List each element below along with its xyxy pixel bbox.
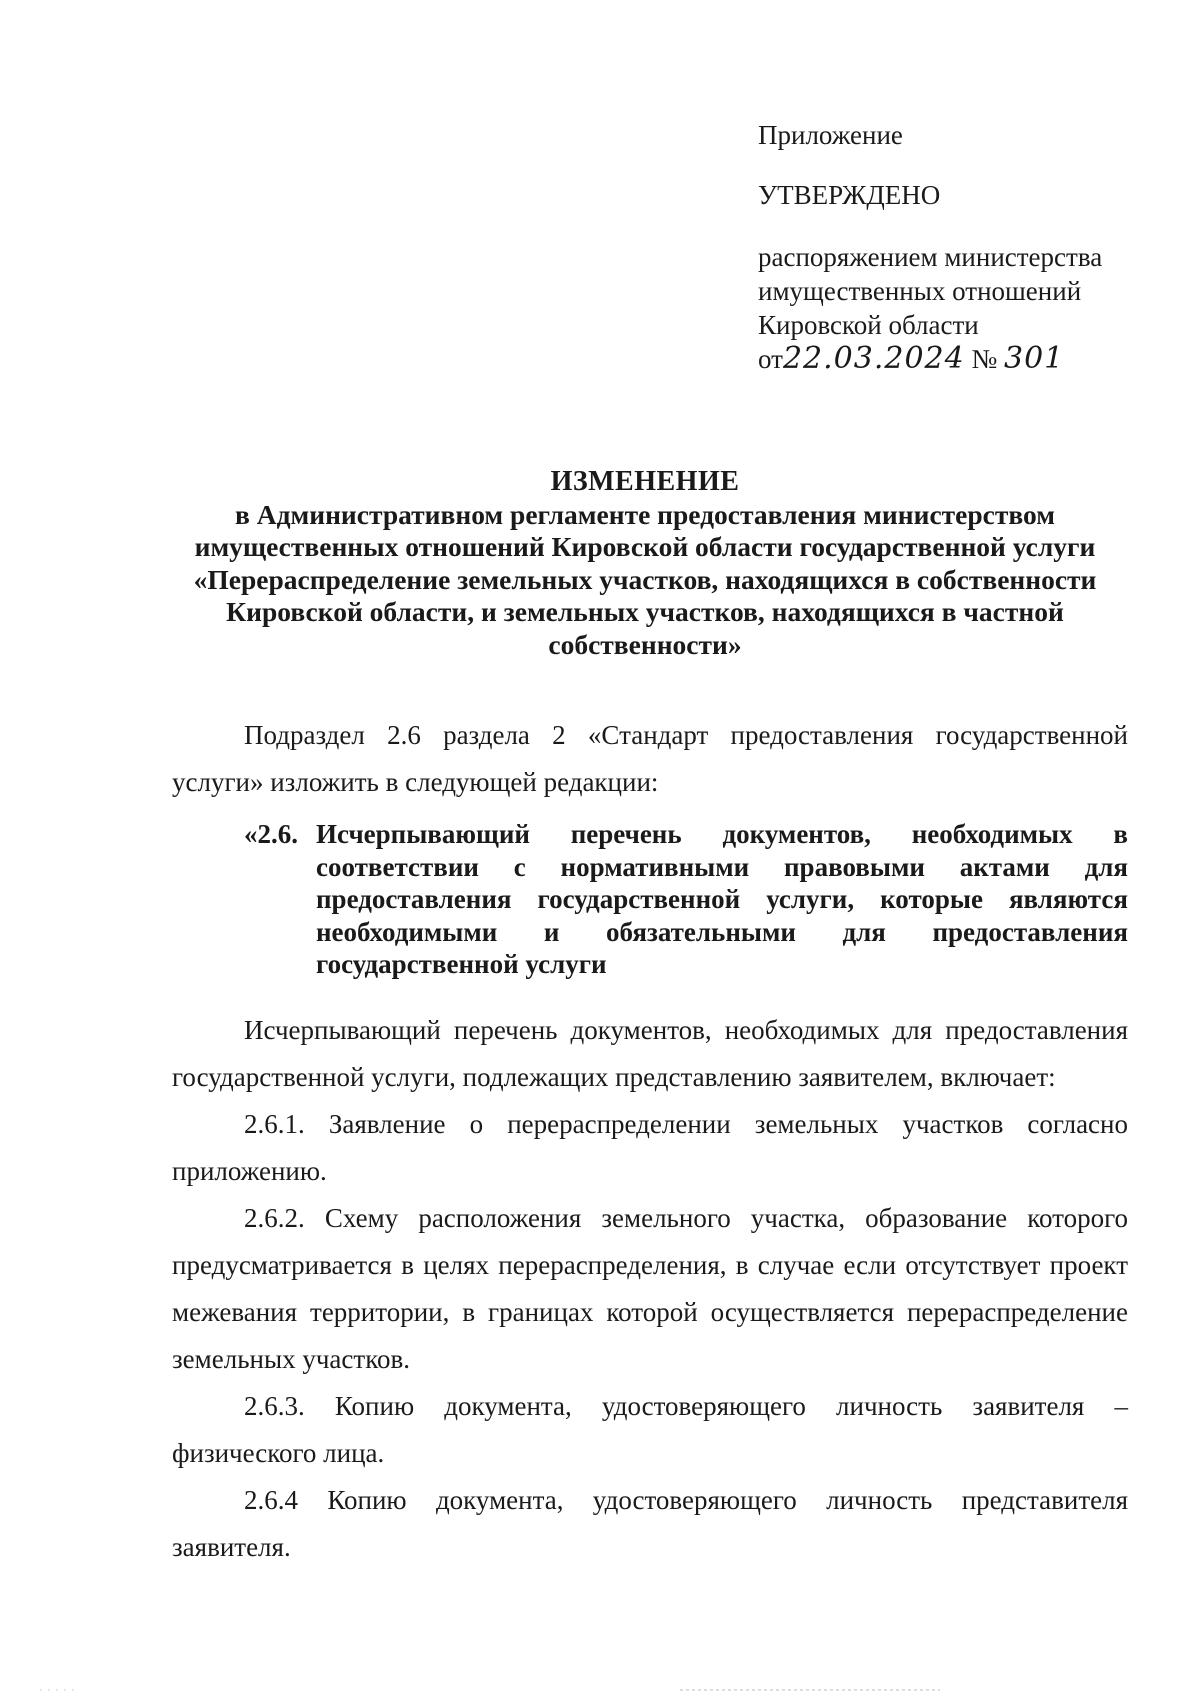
section-number: «2.6. bbox=[244, 819, 298, 849]
title-main: ИЗМЕНЕНИЕ bbox=[550, 466, 740, 497]
date-prefix: от bbox=[758, 344, 783, 374]
document-title bbox=[160, 466, 1130, 661]
section-heading bbox=[244, 818, 1128, 981]
title-line: имущественных отношений Кировской области государственной услуги bbox=[194, 531, 1096, 562]
appendix-label: Приложение bbox=[758, 120, 903, 150]
approved-label: УТВЕРЖДЕНО bbox=[758, 180, 941, 210]
approval-line-2: имущественных отношений bbox=[758, 276, 1082, 306]
title-line: в Административном регламенте предоставления министерством bbox=[235, 498, 1055, 530]
paragraph-list-intro: Исчерпывающий перечень документов, необходимых для предоставления государственной услуги, подлежащих представлению заявителем, включает: bbox=[172, 1015, 1128, 1092]
scan-edge-noise bbox=[40, 1688, 1160, 1692]
title-line: Кировской области, и земельных участков, находящихся в частной bbox=[226, 596, 1064, 627]
body-block bbox=[172, 1007, 1128, 1571]
paragraph-2-6-2: 2.6.2. Схему расположения земельного участка, образование которого предусматривается в целях перераспределения, в случае если отсутствует проект межевания территории, в границах которой осуществляется перераспределение земельных участков. bbox=[172, 1203, 1128, 1374]
approval-line-3: Кировской области bbox=[758, 310, 979, 340]
approval-date-line bbox=[758, 342, 1102, 376]
intro-paragraph: Подраздел 2.6 раздела 2 «Стандарт предоставления государственной услуги» изложить в следующей редакции: bbox=[172, 720, 1128, 797]
paragraph-2-6-3: 2.6.3. Копию документа, удостоверяющего личность заявителя – физического лица. bbox=[172, 1391, 1128, 1468]
number-prefix: № bbox=[971, 344, 998, 374]
handwritten-date: 22.03.2024 bbox=[782, 341, 965, 376]
title-line: собственности» bbox=[548, 628, 742, 660]
approval-block bbox=[758, 118, 1102, 376]
intro-block bbox=[172, 712, 1128, 806]
paragraph-2-6-1: 2.6.1. Заявление о перераспределении земельных участков согласно приложению. bbox=[172, 1109, 1128, 1186]
handwritten-number: 301 bbox=[1004, 341, 1065, 376]
section-heading-text: Исчерпывающий перечень документов, необходимых в соответствии с нормативными правовыми актами для предоставления государственной услуги, которые являются необходимыми и обязательными для предоставления государственной услуги bbox=[316, 819, 1128, 979]
paragraph-2-6-4: 2.6.4 Копию документа, удостоверяющего личность представителя заявителя. bbox=[172, 1485, 1128, 1562]
approval-line-1: распоряжением министерства bbox=[758, 242, 1103, 272]
title-line: «Перераспределение земельных участков, находящихся в собственности bbox=[193, 563, 1097, 595]
